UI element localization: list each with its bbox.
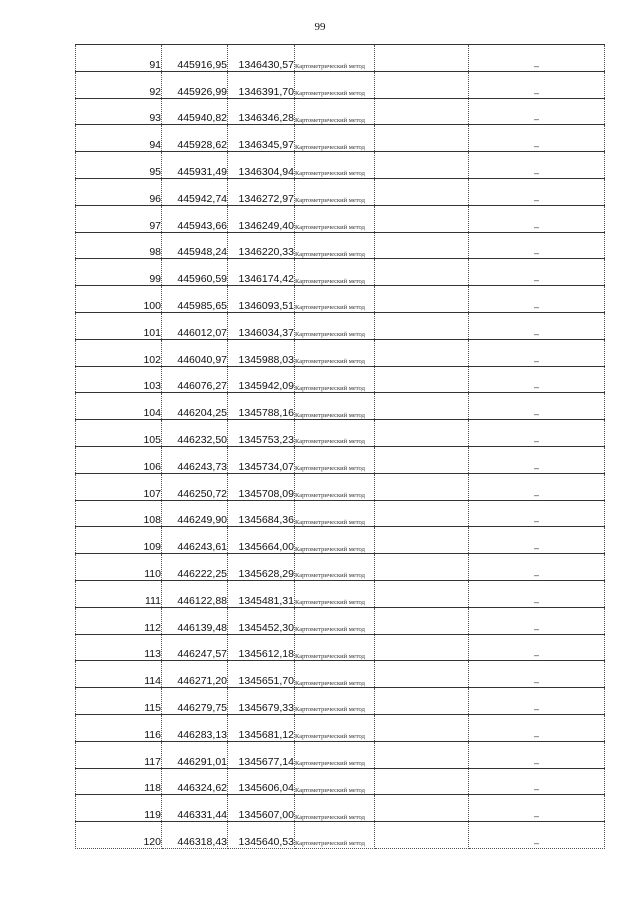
method-cell: Картометрический метод bbox=[295, 125, 375, 152]
mark-cell: – bbox=[469, 714, 605, 741]
mark-cell: – bbox=[469, 205, 605, 232]
mark-cell: – bbox=[469, 286, 605, 313]
y-coordinate-cell: 1345452,30 bbox=[228, 607, 295, 634]
x-coordinate-cell: 446291,01 bbox=[162, 741, 228, 768]
method-cell: Картометрический метод bbox=[295, 795, 375, 822]
empty-cell bbox=[375, 178, 469, 205]
table-row bbox=[76, 795, 605, 822]
empty-cell bbox=[375, 125, 469, 152]
table-row bbox=[76, 554, 605, 581]
empty-cell bbox=[375, 45, 469, 72]
point-number-cell: 113 bbox=[76, 634, 162, 661]
empty-cell bbox=[375, 393, 469, 420]
y-coordinate-cell: 1345612,18 bbox=[228, 634, 295, 661]
mark-cell: – bbox=[469, 98, 605, 125]
x-coordinate-cell: 446331,44 bbox=[162, 795, 228, 822]
method-cell: Картометрический метод bbox=[295, 45, 375, 72]
mark-cell: – bbox=[469, 393, 605, 420]
y-coordinate-cell: 1345681,12 bbox=[228, 714, 295, 741]
method-cell: Картометрический метод bbox=[295, 473, 375, 500]
empty-cell bbox=[375, 71, 469, 98]
mark-cell: – bbox=[469, 688, 605, 715]
y-coordinate-cell: 1345481,31 bbox=[228, 580, 295, 607]
point-number-cell: 110 bbox=[76, 554, 162, 581]
method-cell: Картометрический метод bbox=[295, 714, 375, 741]
y-coordinate-cell: 1345640,53 bbox=[228, 822, 295, 849]
method-cell: Картометрический метод bbox=[295, 152, 375, 179]
point-number-cell: 111 bbox=[76, 580, 162, 607]
empty-cell bbox=[375, 98, 469, 125]
point-number-cell: 102 bbox=[76, 339, 162, 366]
y-coordinate-cell: 1346391,70 bbox=[228, 71, 295, 98]
method-cell: Картометрический метод bbox=[295, 822, 375, 849]
mark-cell: – bbox=[469, 500, 605, 527]
point-number-cell: 93 bbox=[76, 98, 162, 125]
point-number-cell: 118 bbox=[76, 768, 162, 795]
y-coordinate-cell: 1346249,40 bbox=[228, 205, 295, 232]
x-coordinate-cell: 445931,49 bbox=[162, 152, 228, 179]
empty-cell bbox=[375, 446, 469, 473]
point-number-cell: 104 bbox=[76, 393, 162, 420]
point-number-cell: 96 bbox=[76, 178, 162, 205]
method-cell: Картометрический метод bbox=[295, 339, 375, 366]
y-coordinate-cell: 1346346,28 bbox=[228, 98, 295, 125]
coordinates-table bbox=[75, 44, 605, 849]
method-cell: Картометрический метод bbox=[295, 580, 375, 607]
point-number-cell: 117 bbox=[76, 741, 162, 768]
table-row bbox=[76, 232, 605, 259]
point-number-cell: 115 bbox=[76, 688, 162, 715]
empty-cell bbox=[375, 661, 469, 688]
empty-cell bbox=[375, 714, 469, 741]
mark-cell: – bbox=[469, 45, 605, 72]
mark-cell: – bbox=[469, 741, 605, 768]
mark-cell: – bbox=[469, 259, 605, 286]
x-coordinate-cell: 446279,75 bbox=[162, 688, 228, 715]
table-row bbox=[76, 98, 605, 125]
x-coordinate-cell: 445916,95 bbox=[162, 45, 228, 72]
y-coordinate-cell: 1345788,16 bbox=[228, 393, 295, 420]
table-row bbox=[76, 446, 605, 473]
point-number-cell: 109 bbox=[76, 527, 162, 554]
point-number-cell: 114 bbox=[76, 661, 162, 688]
y-coordinate-cell: 1346304,94 bbox=[228, 152, 295, 179]
table-row bbox=[76, 178, 605, 205]
x-coordinate-cell: 445942,74 bbox=[162, 178, 228, 205]
method-cell: Картометрический метод bbox=[295, 366, 375, 393]
x-coordinate-cell: 445960,59 bbox=[162, 259, 228, 286]
empty-cell bbox=[375, 152, 469, 179]
mark-cell: – bbox=[469, 178, 605, 205]
method-cell: Картометрический метод bbox=[295, 71, 375, 98]
method-cell: Картометрический метод bbox=[295, 259, 375, 286]
point-number-cell: 92 bbox=[76, 71, 162, 98]
mark-cell: – bbox=[469, 822, 605, 849]
empty-cell bbox=[375, 473, 469, 500]
mark-cell: – bbox=[469, 795, 605, 822]
table-row bbox=[76, 205, 605, 232]
mark-cell: – bbox=[469, 71, 605, 98]
mark-cell: – bbox=[469, 232, 605, 259]
empty-cell bbox=[375, 527, 469, 554]
y-coordinate-cell: 1345708,09 bbox=[228, 473, 295, 500]
method-cell: Картометрический метод bbox=[295, 634, 375, 661]
empty-cell bbox=[375, 286, 469, 313]
method-cell: Картометрический метод bbox=[295, 446, 375, 473]
method-cell: Картометрический метод bbox=[295, 607, 375, 634]
point-number-cell: 105 bbox=[76, 420, 162, 447]
method-cell: Картометрический метод bbox=[295, 688, 375, 715]
y-coordinate-cell: 1345753,23 bbox=[228, 420, 295, 447]
point-number-cell: 119 bbox=[76, 795, 162, 822]
empty-cell bbox=[375, 688, 469, 715]
point-number-cell: 91 bbox=[76, 45, 162, 72]
y-coordinate-cell: 1345628,29 bbox=[228, 554, 295, 581]
mark-cell: – bbox=[469, 554, 605, 581]
table-row bbox=[76, 768, 605, 795]
y-coordinate-cell: 1346345,97 bbox=[228, 125, 295, 152]
mark-cell: – bbox=[469, 312, 605, 339]
empty-cell bbox=[375, 607, 469, 634]
method-cell: Картометрический метод bbox=[295, 232, 375, 259]
empty-cell bbox=[375, 768, 469, 795]
mark-cell: – bbox=[469, 125, 605, 152]
table-row bbox=[76, 741, 605, 768]
method-cell: Картометрический метод bbox=[295, 178, 375, 205]
table-row bbox=[76, 607, 605, 634]
y-coordinate-cell: 1346272,97 bbox=[228, 178, 295, 205]
table-row bbox=[76, 125, 605, 152]
table-row bbox=[76, 366, 605, 393]
table-row bbox=[76, 71, 605, 98]
x-coordinate-cell: 445928,62 bbox=[162, 125, 228, 152]
x-coordinate-cell: 446250,72 bbox=[162, 473, 228, 500]
method-cell: Картометрический метод bbox=[295, 286, 375, 313]
point-number-cell: 101 bbox=[76, 312, 162, 339]
method-cell: Картометрический метод bbox=[295, 393, 375, 420]
method-cell: Картометрический метод bbox=[295, 741, 375, 768]
y-coordinate-cell: 1345684,36 bbox=[228, 500, 295, 527]
empty-cell bbox=[375, 741, 469, 768]
table-row bbox=[76, 661, 605, 688]
y-coordinate-cell: 1346430,57 bbox=[228, 45, 295, 72]
x-coordinate-cell: 446139,48 bbox=[162, 607, 228, 634]
empty-cell bbox=[375, 500, 469, 527]
x-coordinate-cell: 446271,20 bbox=[162, 661, 228, 688]
x-coordinate-cell: 446249,90 bbox=[162, 500, 228, 527]
empty-cell bbox=[375, 634, 469, 661]
mark-cell: – bbox=[469, 580, 605, 607]
mark-cell: – bbox=[469, 768, 605, 795]
point-number-cell: 103 bbox=[76, 366, 162, 393]
empty-cell bbox=[375, 822, 469, 849]
method-cell: Картометрический метод bbox=[295, 661, 375, 688]
method-cell: Картометрический метод bbox=[295, 205, 375, 232]
x-coordinate-cell: 446204,25 bbox=[162, 393, 228, 420]
table-row bbox=[76, 45, 605, 72]
y-coordinate-cell: 1345679,33 bbox=[228, 688, 295, 715]
empty-cell bbox=[375, 554, 469, 581]
method-cell: Картометрический метод bbox=[295, 98, 375, 125]
point-number-cell: 100 bbox=[76, 286, 162, 313]
point-number-cell: 95 bbox=[76, 152, 162, 179]
table-row bbox=[76, 527, 605, 554]
mark-cell: – bbox=[469, 661, 605, 688]
empty-cell bbox=[375, 420, 469, 447]
mark-cell: – bbox=[469, 527, 605, 554]
y-coordinate-cell: 1345651,70 bbox=[228, 661, 295, 688]
point-number-cell: 116 bbox=[76, 714, 162, 741]
table-row bbox=[76, 500, 605, 527]
empty-cell bbox=[375, 580, 469, 607]
y-coordinate-cell: 1345942,09 bbox=[228, 366, 295, 393]
y-coordinate-cell: 1345606,04 bbox=[228, 768, 295, 795]
table-row bbox=[76, 393, 605, 420]
method-cell: Картометрический метод bbox=[295, 554, 375, 581]
x-coordinate-cell: 445926,99 bbox=[162, 71, 228, 98]
x-coordinate-cell: 445940,82 bbox=[162, 98, 228, 125]
point-number-cell: 112 bbox=[76, 607, 162, 634]
x-coordinate-cell: 445985,65 bbox=[162, 286, 228, 313]
mark-cell: – bbox=[469, 420, 605, 447]
method-cell: Картометрический метод bbox=[295, 312, 375, 339]
y-coordinate-cell: 1345734,07 bbox=[228, 446, 295, 473]
mark-cell: – bbox=[469, 446, 605, 473]
x-coordinate-cell: 446232,50 bbox=[162, 420, 228, 447]
empty-cell bbox=[375, 205, 469, 232]
x-coordinate-cell: 446222,25 bbox=[162, 554, 228, 581]
point-number-cell: 98 bbox=[76, 232, 162, 259]
x-coordinate-cell: 446243,61 bbox=[162, 527, 228, 554]
x-coordinate-cell: 445943,66 bbox=[162, 205, 228, 232]
y-coordinate-cell: 1346093,51 bbox=[228, 286, 295, 313]
table-row bbox=[76, 580, 605, 607]
x-coordinate-cell: 445948,24 bbox=[162, 232, 228, 259]
x-coordinate-cell: 446247,57 bbox=[162, 634, 228, 661]
point-number-cell: 97 bbox=[76, 205, 162, 232]
method-cell: Картометрический метод bbox=[295, 527, 375, 554]
empty-cell bbox=[375, 259, 469, 286]
empty-cell bbox=[375, 366, 469, 393]
x-coordinate-cell: 446040,97 bbox=[162, 339, 228, 366]
empty-cell bbox=[375, 232, 469, 259]
y-coordinate-cell: 1346034,37 bbox=[228, 312, 295, 339]
point-number-cell: 106 bbox=[76, 446, 162, 473]
table-row bbox=[76, 339, 605, 366]
mark-cell: – bbox=[469, 634, 605, 661]
mark-cell: – bbox=[469, 339, 605, 366]
table-row bbox=[76, 312, 605, 339]
mark-cell: – bbox=[469, 607, 605, 634]
y-coordinate-cell: 1345664,00 bbox=[228, 527, 295, 554]
point-number-cell: 94 bbox=[76, 125, 162, 152]
point-number-cell: 108 bbox=[76, 500, 162, 527]
mark-cell: – bbox=[469, 152, 605, 179]
method-cell: Картометрический метод bbox=[295, 420, 375, 447]
method-cell: Картометрический метод bbox=[295, 500, 375, 527]
x-coordinate-cell: 446318,43 bbox=[162, 822, 228, 849]
x-coordinate-cell: 446283,13 bbox=[162, 714, 228, 741]
table-row bbox=[76, 420, 605, 447]
x-coordinate-cell: 446012,07 bbox=[162, 312, 228, 339]
x-coordinate-cell: 446243,73 bbox=[162, 446, 228, 473]
table-row bbox=[76, 152, 605, 179]
y-coordinate-cell: 1345607,00 bbox=[228, 795, 295, 822]
method-cell: Картометрический метод bbox=[295, 768, 375, 795]
point-number-cell: 120 bbox=[76, 822, 162, 849]
mark-cell: – bbox=[469, 473, 605, 500]
empty-cell bbox=[375, 339, 469, 366]
table-row bbox=[76, 688, 605, 715]
y-coordinate-cell: 1345677,14 bbox=[228, 741, 295, 768]
y-coordinate-cell: 1346220,33 bbox=[228, 232, 295, 259]
table-row bbox=[76, 634, 605, 661]
point-number-cell: 99 bbox=[76, 259, 162, 286]
x-coordinate-cell: 446076,27 bbox=[162, 366, 228, 393]
x-coordinate-cell: 446324,62 bbox=[162, 768, 228, 795]
table-body bbox=[76, 45, 605, 849]
y-coordinate-cell: 1345988,03 bbox=[228, 339, 295, 366]
page-number: 99 bbox=[314, 21, 326, 33]
table-row bbox=[76, 822, 605, 849]
table-row bbox=[76, 286, 605, 313]
table-row bbox=[76, 473, 605, 500]
empty-cell bbox=[375, 312, 469, 339]
y-coordinate-cell: 1346174,42 bbox=[228, 259, 295, 286]
mark-cell: – bbox=[469, 366, 605, 393]
empty-cell bbox=[375, 795, 469, 822]
table-row bbox=[76, 714, 605, 741]
table-row bbox=[76, 259, 605, 286]
x-coordinate-cell: 446122,88 bbox=[162, 580, 228, 607]
point-number-cell: 107 bbox=[76, 473, 162, 500]
